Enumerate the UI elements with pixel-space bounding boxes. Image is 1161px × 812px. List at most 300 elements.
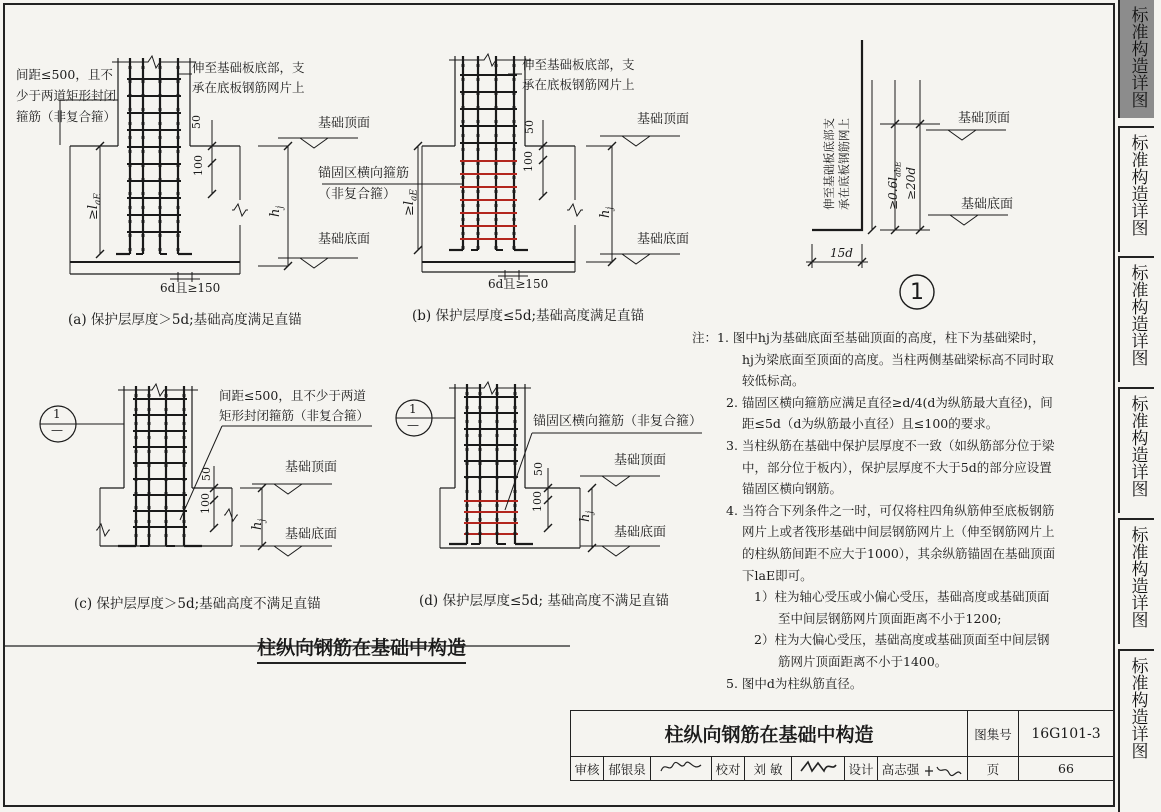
rebar-dot [177, 178, 180, 181]
rebar-dot [514, 406, 517, 409]
bottom-level-mark-triangle [274, 546, 302, 556]
column-stirrup [127, 112, 181, 114]
rebar-dot [514, 448, 517, 451]
top-level-mark-triangle [602, 476, 630, 486]
rebar-dot [142, 80, 145, 83]
rebar-dot [135, 478, 138, 481]
rebar-dot [495, 190, 498, 193]
fig-a-lae: $\ge l_{aE}$ [86, 193, 104, 220]
rebar-dot [129, 234, 132, 237]
rebar-dot [513, 232, 516, 235]
top-level-mark-triangle [300, 138, 328, 148]
rebar-dot [477, 204, 480, 207]
rebar-dot [479, 392, 482, 395]
rebar-dot [513, 190, 516, 193]
rebar-dot [462, 190, 465, 193]
rebar-dot [142, 206, 145, 209]
rebar-dot [129, 220, 132, 223]
fig-b-extend-note: 伸至基础板底部，支 承在底板钢筋网片上 [522, 57, 635, 92]
fig-d-section-dash: — [407, 418, 419, 432]
rebar-dot [495, 78, 498, 81]
rebar-dot [513, 64, 516, 67]
rebar-dot [466, 406, 469, 409]
rebar-dot [496, 532, 499, 535]
rebar-dot [496, 462, 499, 465]
fig-b-dim-50: 50 [523, 120, 536, 134]
column-stirrup [464, 428, 518, 430]
fig-d-bottom-label: 基础底面 [614, 525, 667, 540]
column-stirrup [127, 214, 181, 216]
fig-b-hj: $h_j$ [598, 206, 616, 218]
rebar-dot [159, 80, 162, 83]
rebar-dot [477, 246, 480, 249]
column-stirrup [133, 414, 187, 416]
fig-c-bottom-label: 基础底面 [285, 527, 338, 542]
note-line: 2. 锚固区横向箍筋应满足直径≥d/4(d为纵筋最大直径)，间 [726, 394, 1053, 410]
note-line: 较低标高。 [742, 373, 805, 389]
detail-1-circle-no: 1 [910, 280, 924, 305]
fig-b-base-dim: 6d且≥150 [488, 277, 549, 291]
rebar-dot [159, 150, 162, 153]
rebar-dot [159, 164, 162, 167]
rebar-dot [142, 178, 145, 181]
note-line: 2）柱为大偏心受压，基础高度或基础顶面至中间层钢 [754, 632, 1050, 648]
rebar-dot [514, 532, 517, 535]
bottom-level-mark-triangle [622, 254, 650, 264]
rebar-dot [165, 464, 168, 467]
anchorage-stirrup [460, 186, 517, 188]
anchorage-stirrup [460, 225, 517, 227]
rebar-dot [479, 420, 482, 423]
rebar-dot [142, 248, 145, 251]
note-line: 中，部分位于板内），保护层厚度不大于5d的部分应设置 [742, 459, 1052, 475]
side-tab-1[interactable]: 标准构造详图 [1118, 0, 1154, 118]
rebar-dot [496, 434, 499, 437]
rebar-dot [462, 106, 465, 109]
footing-break [232, 204, 248, 216]
column-break-line [449, 382, 531, 394]
note-line: 3. 当柱纵筋在基础中保护层厚度不一致（如纵筋部分位于梁 [726, 437, 1055, 453]
column-stirrup [464, 476, 518, 478]
column-stirrup [133, 478, 187, 480]
rebar-dot [165, 534, 168, 537]
rebar-dot [142, 94, 145, 97]
rebar-dot [177, 136, 180, 139]
rebar-dot [159, 136, 162, 139]
rebar-dot [479, 518, 482, 521]
anchorage-stirrup [464, 522, 518, 524]
rebar-dot [462, 176, 465, 179]
fig-d-caption: (d) 保护层厚度≤5d; 基础高度不满足直锚 [419, 593, 669, 609]
fig-c-note: 间距≤500，且不少于两道 矩形封闭箍筋（非复合箍） [219, 388, 370, 423]
rebar-dot [514, 420, 517, 423]
rebar-dot [129, 164, 132, 167]
rebar-dot [129, 66, 132, 69]
rebar-dot [135, 492, 138, 495]
column-stirrup [127, 146, 181, 148]
rebar-dot [495, 162, 498, 165]
rebar-dot [159, 108, 162, 111]
column-stirrup [127, 95, 181, 97]
anchorage-stirrup [460, 212, 517, 214]
rebar-dot [479, 434, 482, 437]
rebar-dot [496, 518, 499, 521]
fig-b-anchor-note: 锚固区横向箍筋 （非复合箍） [318, 166, 410, 202]
rebar-dot [462, 78, 465, 81]
design-name: 高志强 [878, 757, 968, 781]
rebar-dot [159, 206, 162, 209]
side-tab-2[interactable]: 标准构造详图 [1118, 126, 1154, 252]
review-label: 审核 [571, 757, 604, 781]
side-tab-5[interactable]: 标准构造详图 [1118, 518, 1154, 644]
fig-a-caption: (a) 保护层厚度＞5d;基础高度满足直锚 [68, 312, 302, 328]
rebar-dot [183, 478, 186, 481]
anchorage-stirrup [460, 199, 517, 201]
rebar-dot [514, 518, 517, 521]
column-stirrup [464, 460, 518, 462]
rebar-dot [479, 476, 482, 479]
footing-break [96, 524, 110, 536]
rebar-dot [148, 492, 151, 495]
rebar-dot [477, 92, 480, 95]
notes-block [692, 327, 1102, 694]
note-line: 1. 图中hj为基础底面至基础顶面的高度，柱下为基础梁时， [717, 330, 1045, 345]
rebar-dot [479, 448, 482, 451]
fig-c-section-dash: — [51, 423, 63, 437]
rebar-dot [183, 534, 186, 537]
rebar-dot [495, 176, 498, 179]
rebar-dot [477, 232, 480, 235]
note-line: 距≤5d（d为纵筋最小直径）且≤100的要求。 [742, 416, 999, 432]
check-name: 刘 敏 [745, 757, 792, 781]
side-tab-4[interactable]: 标准构造详图 [1118, 387, 1154, 513]
rebar-dot [477, 190, 480, 193]
rebar-dot [165, 408, 168, 411]
fig-c-top-label: 基础顶面 [285, 460, 338, 475]
rebar-dot [142, 192, 145, 195]
note-line: 至中间层钢筋网片顶面距离不小于1200; [778, 610, 1002, 626]
column-stirrup [460, 125, 517, 127]
column-stirrup [127, 197, 181, 199]
rebar-dot [129, 248, 132, 251]
rebar-dot [159, 122, 162, 125]
detail-1-top-label: 基础顶面 [958, 111, 1011, 126]
column-stirrup [133, 462, 187, 464]
column-stirrup [127, 231, 181, 233]
column-stirrup [464, 412, 518, 414]
rebar-dot [477, 218, 480, 221]
fig-a-dim-50: 50 [190, 115, 203, 129]
rebar-dot [479, 504, 482, 507]
rebar-dot [177, 248, 180, 251]
rebar-dot [183, 450, 186, 453]
rebar-dot [513, 218, 516, 221]
rebar-dot [466, 392, 469, 395]
check-label: 校对 [712, 757, 745, 781]
design-label: 设计 [845, 757, 878, 781]
rebar-dot [135, 422, 138, 425]
column-stirrup [127, 78, 181, 80]
rebar-dot [129, 80, 132, 83]
rebar-dot [462, 204, 465, 207]
rebar-dot [479, 406, 482, 409]
rebar-dot [477, 176, 480, 179]
rebar-dot [462, 218, 465, 221]
rebar-dot [142, 234, 145, 237]
note-line: 锚固区横向钢筋。 [742, 481, 843, 497]
fig-b-dim-100: 100 [522, 151, 535, 172]
rebar-dot [159, 192, 162, 195]
page-no: 66 [1019, 757, 1114, 781]
rebar-dot [165, 520, 168, 523]
fig-a-hj: $h_j$ [268, 205, 286, 217]
rebar-dot [148, 464, 151, 467]
rebar-dot [142, 136, 145, 139]
rebar-dot [159, 248, 162, 251]
rebar-dot [513, 120, 516, 123]
rebar-dot [148, 436, 151, 439]
title-block-title: 柱纵向钢筋在基础中构造 [571, 711, 968, 757]
notes-prefix: 注： [692, 330, 718, 345]
note-line: 筋网片顶面距离不小于1400。 [778, 653, 948, 669]
rebar-dot [177, 150, 180, 153]
atlas-no: 16G101-3 [1019, 711, 1114, 757]
rebar-dot [477, 78, 480, 81]
fig-d-top-label: 基础顶面 [614, 453, 667, 468]
fig-c-caption: (c) 保护层厚度＞5d;基础高度不满足直锚 [74, 596, 321, 612]
rebar-dot [135, 408, 138, 411]
top-level-mark-triangle [622, 136, 650, 146]
bottom-level-mark-triangle [950, 215, 978, 225]
rebar-dot [514, 462, 517, 465]
detail-1-bottom-label: 基础底面 [961, 197, 1014, 212]
rebar-dot [135, 394, 138, 397]
page-label: 页 [968, 757, 1019, 781]
rebar-dot [183, 394, 186, 397]
fig-a-base-dim: 6d且≥150 [160, 281, 221, 295]
rebar-dot [148, 394, 151, 397]
rebar-dot [496, 504, 499, 507]
fig-c-dim-50: 50 [200, 467, 213, 481]
fig-b-top-label: 基础顶面 [637, 112, 690, 127]
rebar-dot [129, 150, 132, 153]
fig-c-hj: $h_j$ [250, 518, 268, 530]
column-break-line [449, 54, 531, 66]
rebar-dot [165, 506, 168, 509]
atlas-label: 图集号 [968, 711, 1019, 757]
rebar-dot [496, 448, 499, 451]
column-stirrup [133, 494, 187, 496]
rebar-dot [165, 394, 168, 397]
anchorage-stirrup [464, 500, 518, 502]
rebar-dot [496, 476, 499, 479]
rebar-dot [495, 120, 498, 123]
rebar-dot [177, 164, 180, 167]
detail-1-bar-note: 伸至基础板底部支 承在底板钢筋网上 [822, 118, 851, 210]
rebar-dot [495, 106, 498, 109]
rebar-dot [148, 506, 151, 509]
fig-a-spacing-note: 间距≤500，且不 少于两道矩形封闭 箍筋（非复合箍） [16, 67, 117, 124]
rebar-dot [148, 422, 151, 425]
side-tab-3[interactable]: 标准构造详图 [1118, 256, 1154, 382]
column-stirrup [133, 510, 187, 512]
rebar-dot [148, 534, 151, 537]
rebar-dot [495, 134, 498, 137]
note-line: 5. 图中d为柱纵筋直径。 [726, 675, 863, 691]
top-level-mark-triangle [948, 130, 976, 140]
rebar-dot [479, 462, 482, 465]
side-tab-6[interactable]: 标准构造详图 [1118, 649, 1154, 812]
fig-d-dim-50: 50 [532, 462, 545, 476]
rebar-dot [514, 434, 517, 437]
note-line: 下laE即可。 [742, 567, 813, 583]
anchorage-stirrup [464, 533, 518, 535]
rebar-dot [477, 134, 480, 137]
column-stirrup [460, 142, 517, 144]
rebar-dot [135, 450, 138, 453]
column-stirrup [127, 180, 181, 182]
rebar-dot [148, 408, 151, 411]
check-signature [792, 757, 845, 781]
rebar-dot [466, 434, 469, 437]
rebar-dot [462, 148, 465, 151]
rebar-dot [495, 148, 498, 151]
rebar-dot [165, 436, 168, 439]
rebar-dot [462, 134, 465, 137]
bottom-level-mark-triangle [602, 546, 630, 556]
rebar-dot [159, 94, 162, 97]
note-line: 4. 当符合下列条件之一时，可仅将柱四角纵筋伸至底板钢筋 [726, 502, 1055, 518]
rebar-dot [466, 448, 469, 451]
rebar-dot [135, 436, 138, 439]
rebar-dot [183, 492, 186, 495]
column-break-line [118, 384, 198, 396]
column-stirrup [133, 446, 187, 448]
rebar-dot [177, 108, 180, 111]
rebar-dot [462, 64, 465, 67]
rebar-dot [135, 464, 138, 467]
rebar-dot [177, 192, 180, 195]
fig-a-top-label: 基础顶面 [318, 116, 371, 131]
rebar-dot [183, 408, 186, 411]
bottom-level-mark-triangle [300, 258, 328, 268]
note-line: 1）柱为轴心受压或小偏心受压，基础高度或基础顶面 [754, 589, 1050, 605]
fig-b-bottom-label: 基础底面 [637, 232, 690, 247]
rebar-dot [142, 164, 145, 167]
rebar-dot [477, 106, 480, 109]
rebar-dot [466, 462, 469, 465]
fig-c-dim-100: 100 [199, 493, 212, 514]
rebar-dot [466, 420, 469, 423]
rebar-dot [513, 78, 516, 81]
title-block [570, 710, 1114, 781]
rebar-dot [142, 220, 145, 223]
anchorage-stirrup [460, 173, 517, 175]
rebar-dot [479, 490, 482, 493]
anchorage-stirrup [460, 238, 517, 240]
column-stirrup [464, 444, 518, 446]
fig-d-hj: $h_j$ [578, 510, 596, 522]
rebar-dot [177, 220, 180, 223]
rebar-dot [159, 234, 162, 237]
column-break-line [112, 56, 196, 68]
rebar-dot [142, 150, 145, 153]
column-stirrup [460, 91, 517, 93]
rebar-dot [135, 506, 138, 509]
rebar-dot [142, 66, 145, 69]
rebar-dot [496, 406, 499, 409]
rebar-dot [513, 134, 516, 137]
rebar-dot [129, 178, 132, 181]
rebar-dot [159, 66, 162, 69]
anchorage-stirrup [464, 511, 518, 513]
rebar-dot [496, 392, 499, 395]
rebar-dot [514, 490, 517, 493]
review-name: 郁银泉 [604, 757, 651, 781]
rebar-dot [477, 64, 480, 67]
footing-break [567, 204, 583, 216]
rebar-dot [135, 520, 138, 523]
rebar-dot [129, 122, 132, 125]
rebar-dot [466, 518, 469, 521]
rebar-dot [183, 436, 186, 439]
rebar-dot [514, 504, 517, 507]
top-level-mark-triangle [274, 484, 302, 494]
note-line: 网片上或者筏形基础中间层钢筋网片上（伸至钢筋网片上 [742, 524, 1055, 540]
rebar-dot [177, 66, 180, 69]
rebar-dot [148, 450, 151, 453]
rebar-dot [177, 94, 180, 97]
rebar-dot [477, 162, 480, 165]
column-stirrup [133, 430, 187, 432]
rebar-dot [165, 422, 168, 425]
anchorage-stirrup [460, 160, 517, 162]
rebar-dot [129, 94, 132, 97]
rebar-dot [462, 120, 465, 123]
rebar-dot [466, 490, 469, 493]
fig-c-section-no: 1 [53, 407, 61, 421]
rebar-dot [129, 192, 132, 195]
column-stirrup [133, 398, 187, 400]
rebar-dot [129, 108, 132, 111]
rebar-dot [183, 464, 186, 467]
detail-1-dim-20d: ≥20d [904, 166, 918, 200]
fig-d-dim-100: 100 [531, 491, 544, 512]
rebar-dot [495, 246, 498, 249]
rebar-dot [159, 178, 162, 181]
rebar-dot [513, 148, 516, 151]
detail-1-dim-15d: 15d [830, 246, 853, 260]
rebar-dot [466, 532, 469, 535]
rebar-dot [177, 80, 180, 83]
review-signature [651, 757, 712, 781]
rebar-dot [513, 204, 516, 207]
rebar-dot [513, 162, 516, 165]
fig-b-caption: (b) 保护层厚度≤5d;基础高度满足直锚 [412, 308, 645, 324]
rebar-dot [135, 534, 138, 537]
rebar-dot [142, 108, 145, 111]
rebar-dot [495, 232, 498, 235]
rebar-dot [129, 206, 132, 209]
column-stirrup [464, 396, 518, 398]
rebar-dot [513, 246, 516, 249]
column-stirrup [127, 129, 181, 131]
rebar-dot [513, 92, 516, 95]
detail-1-dim-06: $\ge 0.6l_{abE}$ [886, 161, 903, 210]
rebar-dot [165, 492, 168, 495]
rebar-dot [148, 478, 151, 481]
fig-a-dim-100: 100 [192, 155, 205, 176]
